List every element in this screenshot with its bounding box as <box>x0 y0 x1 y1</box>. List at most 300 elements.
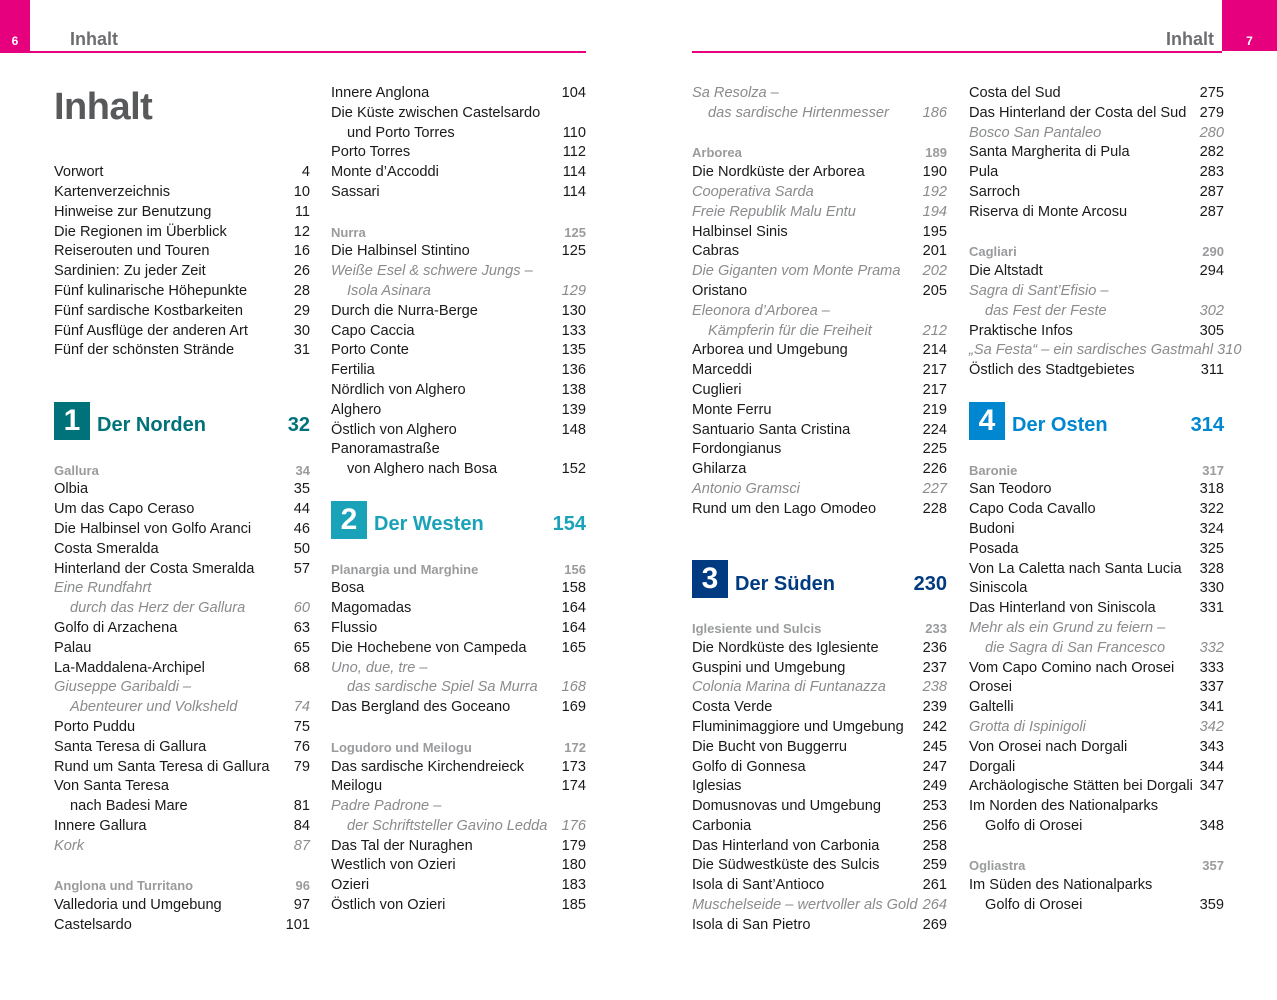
toc-entry-title: Eine Rundfahrt <box>54 580 152 597</box>
toc-entry-page: 164 <box>561 619 586 636</box>
toc-entry[interactable] <box>331 599 586 619</box>
toc-entry[interactable] <box>969 143 1224 163</box>
toc-entry-page: 173 <box>561 758 586 775</box>
toc-entry[interactable] <box>54 183 310 203</box>
toc-entry[interactable] <box>969 203 1224 223</box>
toc-entry[interactable] <box>331 262 586 282</box>
spacer <box>692 539 947 559</box>
toc-entry-page: 195 <box>922 223 947 240</box>
toc-entry[interactable] <box>692 480 947 500</box>
toc-entry[interactable] <box>692 163 947 183</box>
toc-section-heading[interactable] <box>969 461 1224 481</box>
spacer <box>54 856 310 876</box>
toc-entry[interactable] <box>692 203 947 223</box>
toc-entry[interactable] <box>969 262 1224 282</box>
toc-section-heading[interactable] <box>54 461 310 481</box>
toc-section-heading[interactable] <box>692 619 947 639</box>
toc-entry-page: 11 <box>294 203 310 220</box>
chapter-heading[interactable] <box>331 500 586 540</box>
toc-entry[interactable] <box>331 659 586 679</box>
toc-entry-title: Cagliari <box>969 244 1017 260</box>
spacer <box>54 381 310 401</box>
toc-entry[interactable] <box>692 797 947 817</box>
toc-entry[interactable] <box>331 460 586 480</box>
toc-entry-title: Valledoria und Umgebung <box>54 897 222 914</box>
toc-entry[interactable] <box>692 718 947 738</box>
toc-entry[interactable] <box>969 341 1242 361</box>
toc-entry[interactable] <box>54 639 310 659</box>
toc-entry[interactable] <box>969 282 1224 302</box>
toc-entry-title: Fordongianus <box>692 441 782 458</box>
toc-entry-title: Galtelli <box>969 699 1014 716</box>
toc-entry-page: 328 <box>1199 560 1224 577</box>
toc-entry-title: Logudoro und Meilogu <box>331 739 472 755</box>
toc-entry-page: 310 <box>1217 342 1242 359</box>
toc-section-heading[interactable] <box>969 856 1224 876</box>
toc-entry[interactable] <box>331 817 586 837</box>
toc-entry-page: 50 <box>293 540 310 557</box>
chapter-page: 230 <box>913 572 947 595</box>
toc-entry-title: Sa Resolza – <box>692 85 779 101</box>
toc-entry-title: Palau <box>54 639 92 656</box>
toc-entry-title: Posada <box>969 540 1019 557</box>
toc-entry-page: 35 <box>293 481 310 498</box>
toc-entry[interactable] <box>54 242 310 262</box>
toc-entry-title: Vorwort <box>54 164 104 181</box>
toc-entry-title: Santuario Santa Cristina <box>692 421 851 438</box>
toc-entry-page: 97 <box>293 897 310 914</box>
chapter-heading[interactable] <box>54 401 310 441</box>
toc-entry-title: Innere Gallura <box>54 817 147 834</box>
toc-entry-title: Durch die Nurra-Berge <box>331 302 478 319</box>
toc-entry[interactable] <box>969 183 1224 203</box>
toc-entry[interactable] <box>54 718 310 738</box>
toc-entry[interactable] <box>692 738 947 758</box>
toc-entry[interactable] <box>692 500 947 520</box>
spacer <box>331 540 586 560</box>
toc-entry-page: 247 <box>922 758 947 775</box>
toc-entry-title: Abenteurer und Volksheld <box>70 699 238 716</box>
toc-entry[interactable] <box>54 599 310 619</box>
toc-entry-title: Fünf kulinarische Höhepunkte <box>54 282 248 299</box>
toc-entry-title: Iglesiente und Sulcis <box>692 620 822 636</box>
toc-entry-page: 283 <box>1199 164 1224 181</box>
toc-entry-title: Capo Coda Cavallo <box>969 501 1096 518</box>
toc-entry[interactable] <box>331 341 586 361</box>
toc-entry[interactable] <box>331 421 586 441</box>
toc-entry[interactable] <box>331 183 586 203</box>
toc-entry-title: Freie Republik Malu Entu <box>692 203 856 220</box>
toc-entry-page: 34 <box>295 462 310 478</box>
toc-entry-page: 294 <box>1199 263 1224 280</box>
toc-entry[interactable] <box>54 797 310 817</box>
toc-entry[interactable] <box>969 876 1224 896</box>
toc-entry-title: Hinterland der Costa Smeralda <box>54 560 255 577</box>
toc-entry-page: 179 <box>561 837 586 854</box>
toc-entry[interactable] <box>692 440 947 460</box>
toc-entry[interactable] <box>692 837 947 857</box>
toc-entry[interactable] <box>969 599 1224 619</box>
toc-section-heading[interactable] <box>692 143 947 163</box>
toc-entry[interactable] <box>54 262 310 282</box>
toc-entry-title: Kartenverzeichnis <box>54 183 170 200</box>
toc-entry[interactable] <box>54 322 310 342</box>
toc-entry-page: 65 <box>293 639 310 656</box>
toc-entry-title: das Fest der Feste <box>985 302 1107 319</box>
toc-entry[interactable] <box>54 817 310 837</box>
toc-entry-page: 332 <box>1199 639 1224 656</box>
toc-entry-page: 125 <box>561 243 586 260</box>
toc-entry-title: Die Halbinsel von Golfo Aranci <box>54 520 252 537</box>
toc-entry-page: 29 <box>293 302 310 319</box>
toc-entry[interactable] <box>692 698 947 718</box>
toc-entry-page: 245 <box>922 738 947 755</box>
toc-entry-page: 302 <box>1199 302 1224 319</box>
toc-entry-page: 44 <box>293 501 310 518</box>
toc-entry[interactable] <box>692 242 947 262</box>
toc-entry-page: 256 <box>922 817 947 834</box>
toc-entry-title: Arborea und Umgebung <box>692 342 848 359</box>
toc-entry[interactable] <box>692 777 947 797</box>
toc-entry-title: Monte Ferru <box>692 401 772 418</box>
toc-entry-page: 139 <box>561 401 586 418</box>
toc-entry-title: Giuseppe Garibaldi – <box>54 679 192 696</box>
toc-entry[interactable] <box>54 560 310 580</box>
right-page-number-text: 7 <box>1246 34 1253 48</box>
toc-entry-title: Ozieri <box>331 877 370 894</box>
toc-entry[interactable] <box>331 678 586 698</box>
toc-entry[interactable] <box>54 698 310 718</box>
left-header-rule <box>0 51 586 53</box>
toc-entry-title: Golfo di Gonnesa <box>692 758 806 775</box>
toc-entry[interactable] <box>969 619 1224 639</box>
toc-entry-page: 133 <box>561 322 586 339</box>
toc-entry[interactable] <box>969 639 1224 659</box>
chapter-page: 32 <box>287 414 310 437</box>
toc-entry-title: Cuglieri <box>692 381 742 398</box>
toc-entry[interactable] <box>54 678 310 698</box>
toc-entry-title: Das Hinterland der Costa del Sud <box>969 104 1187 121</box>
toc-entry-title: Halbinsel Sinis <box>692 223 788 240</box>
toc-entry-page: 259 <box>922 857 947 874</box>
toc-entry-page: 110 <box>562 124 586 141</box>
toc-entry[interactable] <box>54 203 310 223</box>
toc-entry-title: Planargia und Marghine <box>331 561 479 577</box>
toc-entry-page: 202 <box>922 263 947 280</box>
toc-entry-page: 130 <box>561 302 586 319</box>
toc-entry-title: Das Tal der Nuraghen <box>331 837 473 854</box>
toc-entry[interactable] <box>331 440 586 460</box>
right-header-rule <box>692 51 1222 53</box>
toc-entry[interactable] <box>692 659 947 679</box>
toc-entry-title: Orosei <box>969 679 1012 696</box>
toc-entry-title: Das sardische Kirchendreieck <box>331 758 525 775</box>
toc-entry-title: Arborea <box>692 145 742 161</box>
toc-entry-title: Pula <box>969 164 999 181</box>
toc-entry[interactable] <box>969 84 1224 104</box>
chapter-heading[interactable] <box>969 401 1224 441</box>
toc-entry[interactable] <box>54 896 310 916</box>
toc-entry[interactable] <box>54 758 310 778</box>
toc-entry-title: Golfo di Arzachena <box>54 619 178 636</box>
toc-entry[interactable] <box>331 619 586 639</box>
toc-entry[interactable] <box>692 361 947 381</box>
toc-entry-page: 31 <box>293 342 310 359</box>
toc-entry[interactable] <box>331 837 586 857</box>
toc-entry[interactable] <box>969 540 1224 560</box>
toc-entry[interactable] <box>692 639 947 659</box>
toc-entry-page: 343 <box>1199 738 1224 755</box>
toc-section-heading[interactable] <box>54 876 310 896</box>
toc-entry-title: Porto Puddu <box>54 718 136 735</box>
toc-entry-title: La-Maddalena-Archipel <box>54 659 205 676</box>
toc-entry[interactable] <box>969 500 1224 520</box>
toc-entry[interactable] <box>54 916 310 936</box>
toc-entry[interactable] <box>331 143 586 163</box>
left-page-number <box>0 0 30 51</box>
toc-entry[interactable] <box>692 262 947 282</box>
toc-entry[interactable] <box>331 876 586 896</box>
toc-entry[interactable] <box>969 560 1224 580</box>
toc-entry-title: Bosa <box>331 580 365 597</box>
toc-entry-page: 305 <box>1199 322 1224 339</box>
toc-entry-title: Monte d’Accoddi <box>331 164 439 181</box>
toc-entry-title: Colonia Marina di Funtanazza <box>692 679 886 696</box>
toc-entry-title: Costa del Sud <box>969 85 1061 101</box>
toc-entry-page: 60 <box>293 600 310 617</box>
toc-entry[interactable] <box>692 817 947 837</box>
left-running-title: Inhalt <box>70 29 118 49</box>
toc-entry[interactable] <box>692 302 947 322</box>
toc-entry[interactable] <box>692 421 947 441</box>
toc-entry[interactable] <box>692 460 947 480</box>
toc-entry-page: 258 <box>922 837 947 854</box>
toc-entry-title: Westlich von Ozieri <box>331 857 456 874</box>
toc-entry[interactable] <box>54 223 310 243</box>
toc-entry-title: Castelsardo <box>54 916 132 933</box>
toc-entry-page: 287 <box>1199 203 1224 220</box>
chapter-heading[interactable] <box>692 559 947 599</box>
toc-entry[interactable] <box>54 777 310 797</box>
toc-entry[interactable] <box>692 401 947 421</box>
toc-entry-page: 357 <box>1202 858 1224 874</box>
toc-entry[interactable] <box>969 758 1224 778</box>
toc-entry-title: Kämpferin für die Freiheit <box>708 322 872 339</box>
toc-entry-title: Golfo di Orosei <box>985 897 1083 914</box>
toc-entry[interactable] <box>331 896 586 916</box>
toc-entry-title: Die Nordküste der Arborea <box>692 164 865 181</box>
chapter-title: Der Westen <box>374 513 484 536</box>
toc-entry[interactable] <box>692 758 947 778</box>
toc-entry[interactable] <box>54 480 310 500</box>
toc-entry[interactable] <box>692 896 947 916</box>
toc-entry[interactable] <box>54 163 310 183</box>
toc-entry[interactable] <box>692 282 947 302</box>
toc-entry[interactable] <box>692 916 947 936</box>
toc-entry[interactable] <box>331 124 586 144</box>
spacer <box>692 599 947 619</box>
toc-entry[interactable] <box>331 84 586 104</box>
toc-entry[interactable] <box>54 619 310 639</box>
toc-entry-title: Muschelseide – wertvoller als Gold <box>692 897 918 914</box>
toc-entry-page: 4 <box>301 164 310 181</box>
toc-entry-title: Im Süden des Nationalparks <box>969 877 1153 894</box>
left-page-number-text: 6 <box>11 34 19 48</box>
toc-entry-page: 148 <box>561 421 586 438</box>
toc-entry-title: Innere Anglona <box>331 85 430 101</box>
toc-entry-page: 275 <box>1199 85 1224 101</box>
toc-entry[interactable] <box>331 282 586 302</box>
toc-entry[interactable] <box>331 401 586 421</box>
toc-entry[interactable] <box>692 341 947 361</box>
toc-entry-title: Das Hinterland von Carbonia <box>692 837 880 854</box>
toc-entry-page: 96 <box>295 878 310 894</box>
toc-entry[interactable] <box>54 659 310 679</box>
toc-entry[interactable] <box>969 579 1224 599</box>
toc-entry-page: 152 <box>561 461 586 478</box>
toc-entry[interactable] <box>969 797 1224 817</box>
toc-entry[interactable] <box>969 302 1224 322</box>
toc-entry[interactable] <box>331 579 586 599</box>
toc-entry-page: 322 <box>1199 501 1224 518</box>
toc-section-heading[interactable] <box>331 223 586 243</box>
toc-entry-title: Die Bucht von Buggerru <box>692 738 847 755</box>
toc-entry-page: 114 <box>562 183 586 200</box>
toc-entry[interactable] <box>969 322 1224 342</box>
spacer <box>54 104 310 124</box>
toc-entry-title: Meilogu <box>331 778 383 795</box>
toc-entry[interactable] <box>331 856 586 876</box>
toc-entry-page: 233 <box>925 620 947 636</box>
toc-entry-title: Rund um den Lago Omodeo <box>692 500 877 517</box>
toc-entry[interactable] <box>969 718 1224 738</box>
toc-entry-page: 136 <box>561 362 586 379</box>
toc-entry[interactable] <box>54 738 310 758</box>
toc-entry[interactable] <box>692 876 947 896</box>
toc-entry[interactable] <box>969 659 1224 679</box>
toc-entry-page: 156 <box>564 561 586 577</box>
toc-entry-title: nach Badesi Mare <box>70 798 188 815</box>
toc-entry-page: 214 <box>922 342 947 359</box>
toc-entry-page: 57 <box>293 560 310 577</box>
toc-entry[interactable] <box>331 381 586 401</box>
toc-entry[interactable] <box>969 678 1224 698</box>
toc-entry[interactable] <box>969 124 1224 144</box>
toc-entry-page: 239 <box>922 699 947 716</box>
toc-entry-page: 236 <box>922 639 947 656</box>
toc-entry[interactable] <box>54 579 310 599</box>
toc-entry-title: „Sa Festa“ – ein sardisches Gastmahl <box>969 342 1214 359</box>
toc-entry[interactable] <box>692 104 947 124</box>
toc-entry-page: 253 <box>922 798 947 815</box>
chapter-title: Der Süden <box>735 572 836 595</box>
toc-entry-page: 125 <box>564 224 586 240</box>
toc-entry[interactable] <box>331 104 586 124</box>
toc-entry[interactable] <box>331 163 586 183</box>
toc-entry[interactable] <box>54 837 310 857</box>
toc-entry-title: Reiserouten und Touren <box>54 243 210 260</box>
toc-entry[interactable] <box>54 500 310 520</box>
chapter-number-badge: 1 <box>54 402 90 440</box>
toc-entry[interactable] <box>54 341 310 361</box>
toc-entry[interactable] <box>331 302 586 322</box>
toc-entry-title: Olbia <box>54 481 89 498</box>
toc-entry-title: Praktische Infos <box>969 322 1073 339</box>
toc-entry[interactable] <box>969 817 1224 837</box>
toc-entry-title: Fünf der schönsten Strände <box>54 342 235 359</box>
toc-entry-title: Von Orosei nach Dorgali <box>969 738 1128 755</box>
toc-entry-page: 228 <box>922 500 947 517</box>
toc-entry-title: Golfo di Orosei <box>985 817 1083 834</box>
toc-entry-title: Das Hinterland von Siniscola <box>969 600 1156 617</box>
toc-entry[interactable] <box>692 322 947 342</box>
toc-entry[interactable] <box>692 856 947 876</box>
toc-entry[interactable] <box>331 797 586 817</box>
toc-entry-title: Eleonora d’Arborea – <box>692 302 830 319</box>
toc-entry[interactable] <box>692 381 947 401</box>
toc-entry[interactable] <box>692 84 947 104</box>
toc-entry-title: Budoni <box>969 520 1015 537</box>
toc-entry[interactable] <box>969 361 1224 381</box>
toc-entry[interactable] <box>969 163 1224 183</box>
toc-entry[interactable] <box>692 678 947 698</box>
toc-entry-title: das sardische Hirtenmesser <box>708 104 889 121</box>
toc-entry-page: 158 <box>561 580 586 597</box>
toc-entry[interactable] <box>331 698 586 718</box>
toc-entry-page: 242 <box>922 718 947 735</box>
toc-entry[interactable] <box>331 758 586 778</box>
toc-entry[interactable] <box>54 520 310 540</box>
toc-entry-title: Fluminimaggiore und Umgebung <box>692 718 904 735</box>
toc-entry-page: 165 <box>561 639 586 656</box>
toc-entry[interactable] <box>969 738 1224 758</box>
toc-entry-page: 12 <box>293 223 310 240</box>
toc-entry[interactable] <box>969 777 1224 797</box>
toc-entry[interactable] <box>331 361 586 381</box>
toc-entry[interactable] <box>331 242 586 262</box>
toc-entry-title: Archäologische Stätten bei Dorgali <box>969 778 1193 795</box>
toc-entry[interactable] <box>331 322 586 342</box>
toc-entry[interactable] <box>969 896 1224 916</box>
toc-entry-title: Bosco San Pantaleo <box>969 124 1102 141</box>
toc-entry[interactable] <box>969 480 1224 500</box>
toc-entry[interactable] <box>969 520 1224 540</box>
toc-entry[interactable] <box>54 282 310 302</box>
toc-entry-title: Baronie <box>969 462 1018 478</box>
toc-entry[interactable] <box>692 183 947 203</box>
toc-entry-page: 359 <box>1199 897 1224 914</box>
toc-column-1 <box>54 84 310 936</box>
toc-section-heading[interactable] <box>969 242 1224 262</box>
toc-column-4 <box>969 84 1242 916</box>
toc-entry[interactable] <box>969 104 1224 124</box>
toc-entry[interactable] <box>331 777 586 797</box>
toc-entry-page: 172 <box>564 739 586 755</box>
toc-entry-page: 269 <box>922 916 947 933</box>
toc-entry-title: San Teodoro <box>969 481 1052 498</box>
toc-entry[interactable] <box>54 540 310 560</box>
toc-section-heading[interactable] <box>331 738 586 758</box>
toc-entry[interactable] <box>54 302 310 322</box>
toc-entry[interactable] <box>969 698 1224 718</box>
toc-entry-page: 16 <box>293 243 310 260</box>
toc-entry-page: 205 <box>922 282 947 299</box>
spacer <box>969 381 1224 401</box>
toc-entry-title: Die Küste zwischen Castelsardo <box>331 104 541 121</box>
toc-entry[interactable] <box>331 639 586 659</box>
toc-section-heading[interactable] <box>331 560 586 580</box>
toc-entry[interactable] <box>692 223 947 243</box>
